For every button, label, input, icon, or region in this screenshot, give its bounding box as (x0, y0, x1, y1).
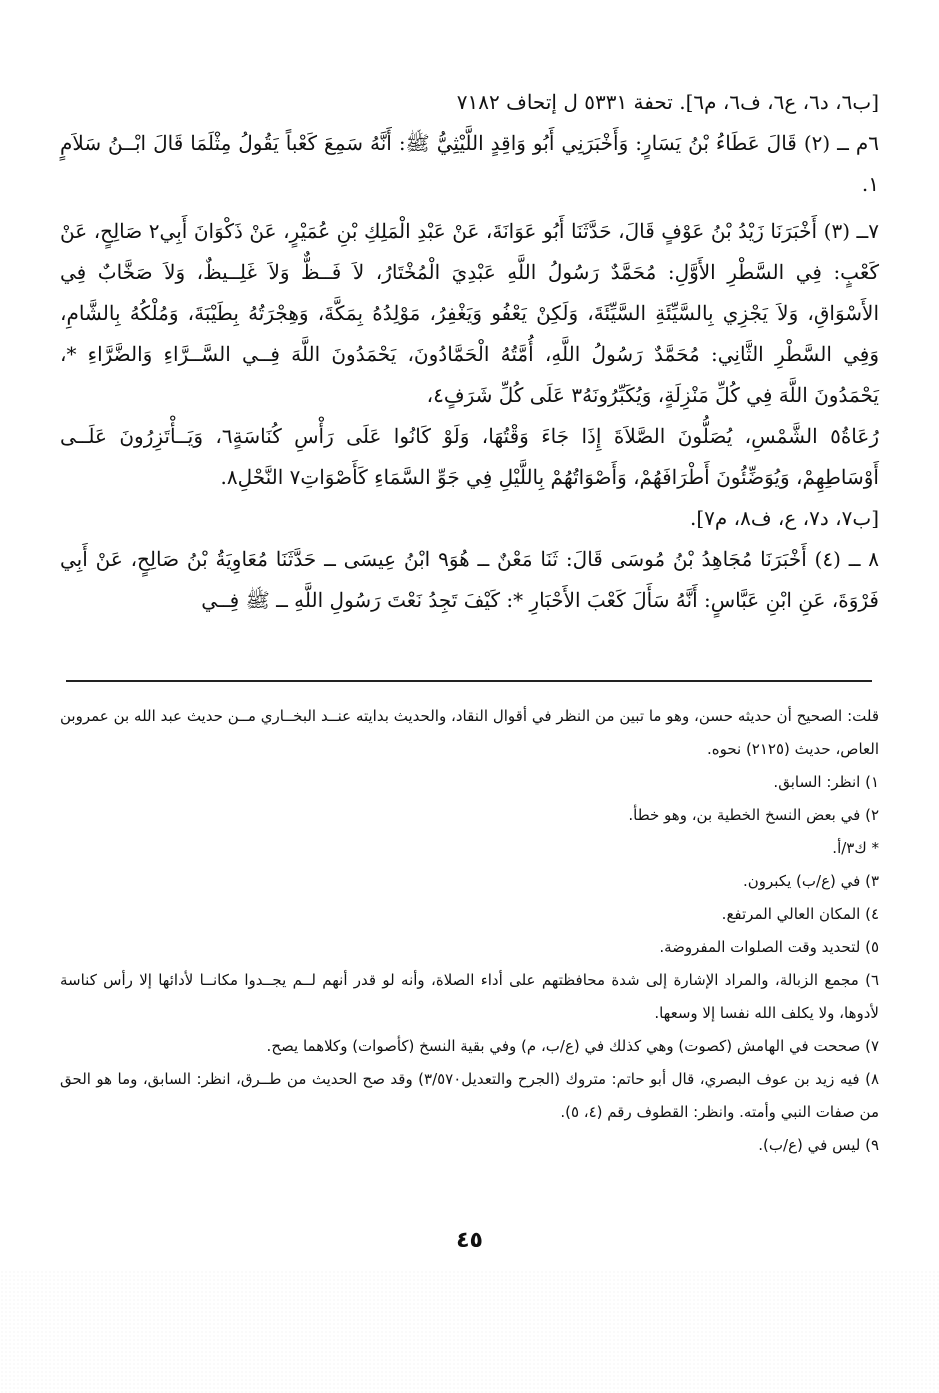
hadith-7-part-1: ٧ــ (٣) أَخْبَرَنَا زَيْدُ بْنُ عَوْفٍ قَالَ، حَدَّثَنَا أَبُو عَوَانَةَ، عَنْ عَبْدِ الْمَلِكِ بْنِ عُمَيْرٍ، عَنْ ذَكْوَانَ أَبِي٢ صَالِحٍ، عَنْ كَعْبٍ: فِي السَّطْرِ الأَوَّلِ: مُحَمَّدٌ رَسُولُ اللَّهِ عَبْدِيَ الْمُخْتَارُ، لاَ فَــظٌّ وَلاَ غَلِــيظٌ، وَلاَ صَخَّابٌ فِي الأَسْوَاقِ، وَلاَ يَجْزِي بِالسَّيِّئَةِ السَّيِّئَةَ، وَلَكِنْ يَعْفُو وَيَغْفِرُ، مَوْلِدُهُ بِمَكَّةَ، وَهِجْرَتُهُ بِطَيْبَةَ، وَمُلْكُهُ بِالشَّامِ، وَفِي السَّطْرِ الثَّانِي: مُحَمَّدٌ رَسُولُ اللَّهِ، أُمَّتُهُ الْحَمَّادُونَ، يَحْمَدُونَ اللَّهَ فِــي السَّــرَّاءِ وَالضَّرَّاءِ *، يَحْمَدُونَ اللَّهَ فِي كُلِّ مَنْزِلَةٍ، وَيُكَبِّرُونَهُ٣ عَلَى كُلِّ شَرَفٍ٤، (60, 219, 879, 407)
footnote-1: ١) انظر: السابق. (773, 773, 879, 791)
footnote-9: ٩) ليس في (ع/ب). (758, 1136, 879, 1154)
page-number: ٤٥ (456, 1228, 483, 1253)
main-text (60, 82, 879, 621)
hadith-7-reference: [ب٧، د٧، ع، ف٨، م٧]. (689, 506, 879, 530)
footnote-5: ٥) لتحديد وقت الصلوات المفروضة. (659, 938, 879, 956)
hadith-7-part-2: رُعَاةُ٥ الشَّمْسِ، يُصَلُّونَ الصَّلاَةَ إِذَا جَاءَ وَقْتُهَا، وَلَوْ كَانُوا عَلَى رَأْسِ كُنَاسَةٍ٦، وَيَــأْتَزِرُونَ عَلَــى أَوْسَاطِهِمْ، وَيُوَضِّئُونَ أَطْرَافَهُمْ، وَأَصْوَاتُهُمْ بِاللَّيْلِ فِي جَوِّ السَّمَاءِ كَأَصْوَاتِ٧ النَّحْلِ٨. (60, 424, 879, 489)
hadith-8: ٨ ــ (٤) أَخْبَرَنَا مُجَاهِدُ بْنُ مُوسَى قَالَ: ثَنَا مَعْنٌ ــ هُوَ٩ ابْنُ عِيسَى ــ حَدَّثَنَا مُعَاوِيَةُ بْنُ صَالِحٍ، عَنْ أَبِي فَرْوَةَ، عَنِ ابْنِ عَبَّاسٍ: أَنَّهُ سَأَلَ كَعْبَ الأَحْبَارِ *: كَيْفَ تَجِدُ نَعْتَ رَسُولِ اللَّهِ ــ ﷺ فِــي (60, 547, 880, 612)
hadith-6: ٦م ــ (٢) قَالَ عَطَاءُ بْنُ يَسَارٍ: وَأَخْبَرَنِي أَبُو وَاقِدٍ اللَّيْثِيُّ ﷺ: أَنَّهُ سَمِعَ كَعْباً يَقُولُ مِثْلَمَا قَالَ ابْــنُ سَلاَمٍ ١. (60, 131, 879, 196)
footnote-2: ٢) في بعض النسخ الخطية بن، وهو خطأ. (628, 806, 879, 824)
header-reference: [ب٦، د٦، ع٦، ف٦، م٦]. تحفة ٥٣٣١ ل إتحاف ٧١٨٢ (456, 90, 879, 114)
footnotes (60, 700, 879, 1162)
footnote-intro: قلت: الصحيح أن حديثه حسن، وهو ما تبين من النظر في أقوال النقاد، والحديث بدايته عنــد البخــاري مــن حديث عبد الله بن عمروبن العاص، حديث (٢١٢٥) نحوه. (60, 707, 879, 758)
footnote-divider (66, 680, 872, 682)
footnote-3: ٣) في (ع/ب) يكبرون. (742, 872, 879, 890)
footnote-star: * ك٣/أ. (832, 839, 879, 857)
scan-texture (0, 1270, 939, 1393)
footnote-4: ٤) المكان العالي المرتفع. (721, 905, 879, 923)
footnote-6: ٦) مجمع الزبالة، والمراد الإشارة إلى شدة محافظتهم على أداء الصلاة، وأنه لو قدر أنهم لــم يجــدوا مكانــا لأدائها إلا رأس كناسة لأدوها، ولا يكلف الله نفسا إلا وسعها. (60, 971, 879, 1022)
footnote-8: ٨) فيه زيد بن عوف البصري، قال أبو حاتم: متروك (الجرح والتعديل٣/٥٧٠) وقد صح الحديث من طــرق، انظر: السابق، وما هو الحق من صفات النبي وأمته. وانظر: القطوف رقم (٤، ٥). (60, 1070, 879, 1121)
footnote-7: ٧) صححت في الهامش (كصوت) وهي كذلك في (ع/ب، م) وفي بقية النسخ (كأصوات) وكلاهما يصح. (266, 1037, 879, 1055)
